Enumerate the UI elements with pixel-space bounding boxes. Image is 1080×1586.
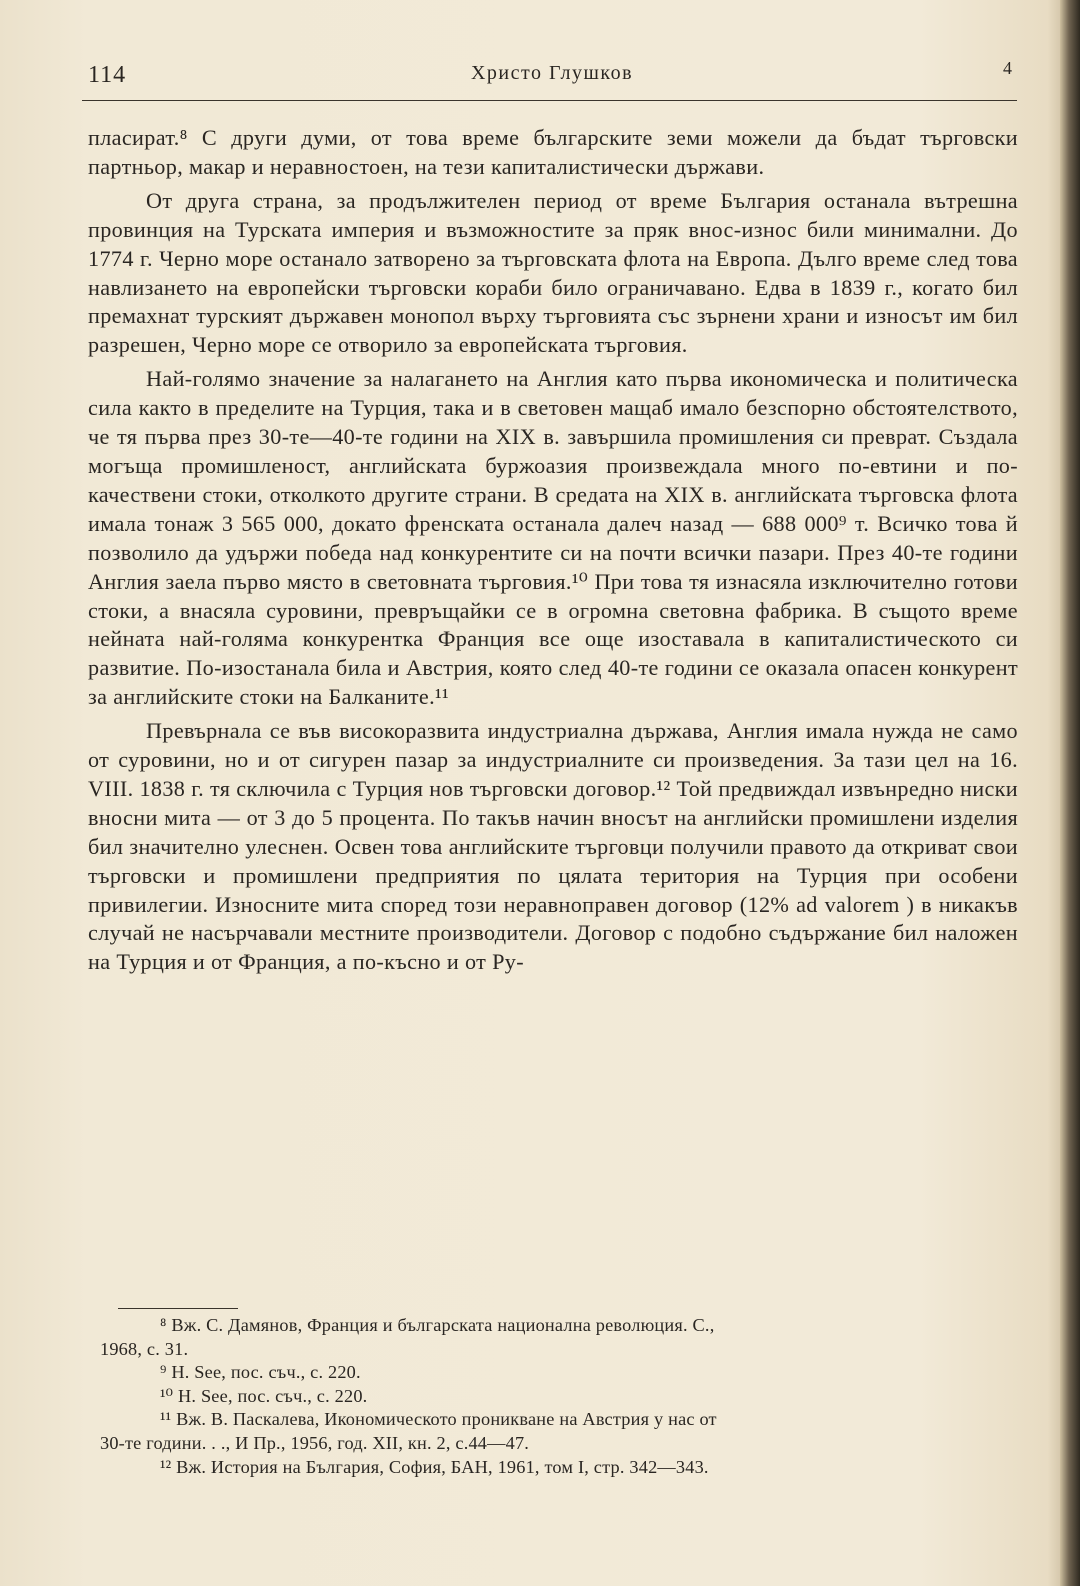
footnotes — [100, 1314, 1020, 1479]
footnote — [100, 1408, 1020, 1432]
footnote-mark: ¹⁰ — [160, 1385, 174, 1406]
footnote — [100, 1361, 1020, 1385]
footnote-mark: ⁹ — [160, 1362, 167, 1383]
footnote — [100, 1385, 1020, 1409]
paragraph: Превърнала се във високоразвита индустриална държава, Англия имала нужда не само от суровини, но и от сигурен пазар за индустриалните си произведения. За тази цел на 16. VIII. 1838 г. тя сключила с Турция нов търговски договор.¹² Той предвиждал извънредно ниски вносни мита — от 3 до 5 процента. По такъв начин вносът на английски промишлени изделия бил значително улеснен. Освен това английските търговци получили правото да откриват свои търговски и промишлени предприятия по цялата територия на Турция при особени привилегии. Износните мита според този неравноправен договор (12% ad valorem ) в никакъв случай не насърчавали местните производители. Договор с подобно съдържание бил наложен на Турция и от Франция, а по-късно и от Ру- — [88, 718, 1018, 975]
footnote — [100, 1456, 1020, 1480]
footnote-rule — [118, 1308, 238, 1309]
paragraph: пласират.⁸ С други думи, от това време българските земи можели да бъдат търговски партньор, макар и неравностоен, на тези капиталистически държави. — [88, 125, 1018, 179]
footnote — [100, 1314, 1020, 1338]
footnote-text: H. See, пос. съч., с. 220. — [171, 1362, 361, 1383]
page-header — [82, 58, 1022, 94]
footnote-text: Вж. В. Паскалева, Икономическото проникване на Австрия у нас от — [176, 1409, 717, 1430]
footnote-text: Вж. С. Дамянов, Франция и българската национална революция. С., — [171, 1315, 715, 1335]
signature-mark: 4 — [1003, 58, 1012, 78]
running-title: Христо Глушков — [470, 62, 634, 84]
footnote-continuation: 1968, с. 31. — [100, 1338, 189, 1359]
footnote-continuation: 30-те години. . ., И Пр., 1956, год. XII, кн. 2, с.44—47. — [100, 1432, 530, 1453]
footnote-mark: ¹² — [160, 1456, 172, 1477]
footnote-text: Вж. История на България, София, БАН, 1961, том I, стр. 342—343. — [176, 1456, 709, 1477]
paragraph: От друга страна, за продължителен период от време България останала вътрешна провинция на Турската империя и възможностите за пряк внос-износ били минимални. До 1774 г. Черно море останало затворено за търговската флота на Европа. Дълго време след това навлизането на европейски търговски кораби било ограничавано. Едва в 1839 г., когато бил премахнат турският държавен монопол върху търговията със зърнени храни и износът им бил разрешен, Черно море се отворило за европейската търговия. — [88, 187, 1018, 358]
body-text — [88, 124, 1018, 982]
footnote-mark: ¹¹ — [160, 1409, 172, 1430]
header-rule — [82, 100, 1017, 101]
footnote-text: H. See, пос. съч., с. 220. — [178, 1385, 368, 1406]
paragraph: Най-голямо значение за налагането на Англия като първа икономическа и политическа сила както в пределите на Турция, така и в световен мащаб имало безспорно обстоятелството, че тя първа през 30-те—40-те години на XIX в. завършила промишления си преврат. Създала могъща промишленост, английската буржоазия произвеждала много по-евтини и по-качествени стоки, отколкото другите страни. В средата на XIX в. английската търговска флота имала тонаж 3 565 000, докато френската останала далеч назад — 688 000⁹ т. Всичко това й позволило да удържи победа над конкурентите си на почти всички пазари. През 40-те години Англия заела първо място в световната търговия.¹⁰ При това тя изнасяла изключително готови стоки, а внасяла суровини, превръщайки се в огромна световна фабрика. В същото време нейната най-голяма конкурентка Франция все още изоставала в капиталистическото си развитие. По-изостанала била и Австрия, която след 40-те години се оказала опасен конкурент за английските стоки на Балканите.¹¹ — [88, 366, 1018, 710]
footnote-mark: ⁸ — [160, 1315, 167, 1335]
page-number: 114 — [88, 62, 127, 88]
book-spine-shadow — [1060, 0, 1080, 1586]
